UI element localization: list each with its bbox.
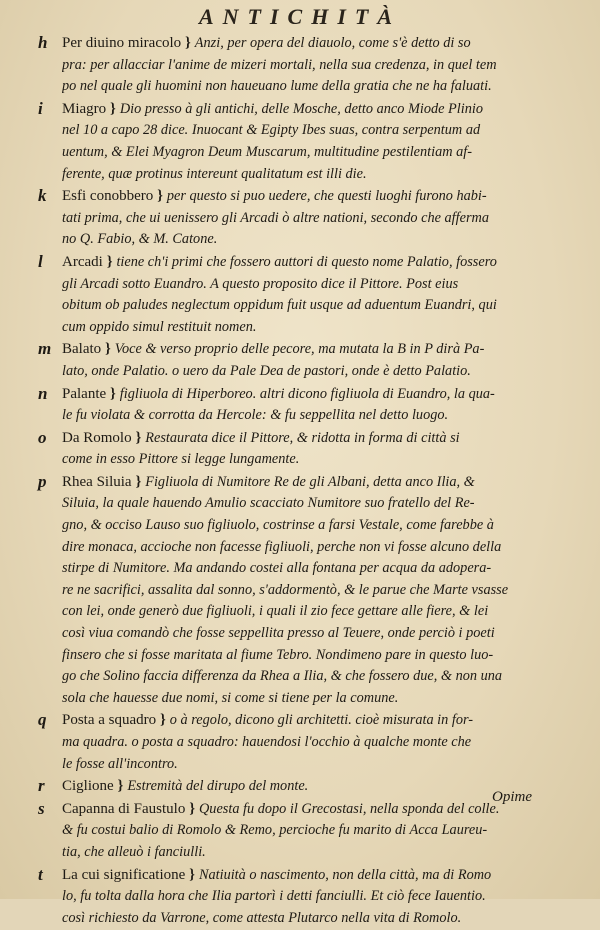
entry-term: Ciglione bbox=[62, 778, 114, 795]
entry-line bbox=[62, 842, 572, 864]
entry-term: Rhea Siluia bbox=[62, 473, 132, 490]
gloss-entry bbox=[38, 427, 572, 471]
entry-marker: m bbox=[38, 339, 52, 359]
entry-term: Esfi conobbero bbox=[62, 188, 154, 205]
entry-text: o à regolo, dicono gli architetti. cioè misurata in for- bbox=[169, 712, 474, 729]
entry-line bbox=[62, 449, 572, 471]
entry-line bbox=[62, 142, 572, 164]
entry-term: Balato bbox=[62, 341, 102, 358]
gloss-entry bbox=[38, 383, 572, 427]
entry-line bbox=[62, 580, 572, 602]
entry-text: Siluia, la quale hauendo Amulio scacciato Numitore suo fratello del Re- bbox=[62, 495, 475, 512]
gloss-entry bbox=[38, 251, 572, 338]
entry-line bbox=[62, 537, 572, 559]
brace-glyph: } bbox=[135, 473, 142, 490]
gloss-entry bbox=[38, 33, 572, 98]
entry-line bbox=[62, 493, 572, 515]
brace-glyph: } bbox=[157, 188, 163, 205]
entry-text: per questo si puo uedere, che questi luoghi furono habi- bbox=[166, 188, 487, 205]
entry-line bbox=[62, 99, 572, 121]
entry-line bbox=[62, 164, 572, 186]
brace-glyph: } bbox=[160, 712, 166, 729]
entry-line bbox=[62, 710, 572, 732]
brace-glyph: } bbox=[106, 253, 113, 270]
entry-line bbox=[62, 886, 572, 908]
brace-glyph: } bbox=[105, 341, 111, 358]
entry-term: Arcadi bbox=[62, 253, 103, 270]
entry-marker: q bbox=[38, 710, 47, 730]
entry-marker: r bbox=[38, 776, 45, 796]
entry-term: Capanna di Faustulo bbox=[62, 800, 186, 817]
running-head: ANTICHITÀ bbox=[198, 4, 402, 29]
entry-text: nel 10 a capo 28 dice. Inuocant & Egipty Ibes suas, contra serpentum ad bbox=[62, 122, 481, 139]
entry-line bbox=[62, 33, 572, 55]
entry-text: come in esso Pittore si legge lungamente. bbox=[62, 451, 300, 468]
entry-term: La cui significatione bbox=[62, 866, 186, 883]
entry-text: tiene ch'i primi che fossero auttori di questo nome Palatio, fossero bbox=[116, 253, 497, 270]
entry-term: Posta a squadro bbox=[62, 712, 157, 729]
gloss-entry bbox=[38, 710, 572, 775]
entry-text: pra: per allacciar l'anime de mizeri mortali, nella sua credenza, in quel tem bbox=[62, 56, 497, 73]
brace-glyph: } bbox=[189, 800, 195, 817]
entry-line bbox=[62, 865, 572, 887]
entry-marker: h bbox=[38, 33, 48, 52]
entry-text: le fosse all'incontro. bbox=[62, 755, 178, 772]
entry-line bbox=[62, 645, 572, 667]
entry-text: Dio presso à gli antichi, delle Mosche, detto anco Miode Plinio bbox=[119, 100, 483, 117]
entry-line bbox=[62, 384, 572, 406]
entry-text: ma quadra. o posta a squadro: hauendosi l'occhio à qualche monte che bbox=[62, 734, 472, 750]
gloss-entry bbox=[38, 339, 572, 382]
entry-marker: p bbox=[38, 471, 47, 491]
entry-line bbox=[62, 908, 572, 930]
entry-line bbox=[62, 472, 572, 494]
gloss-entry bbox=[38, 186, 572, 251]
entry-line bbox=[62, 317, 572, 339]
entry-text: lo, fu tolta dalla hora che Ilia partorì i detti fanciulli. Et ciò fece Iauentio. bbox=[62, 888, 486, 905]
entry-line bbox=[62, 405, 572, 427]
entry-text: uentum, & Elei Myagron Deum Muscarum, multitudine pestilentiam af- bbox=[62, 143, 473, 160]
entry-line bbox=[62, 55, 572, 77]
entry-text: gno, & occiso Lauso suo figliuolo, costrinse a farsi Vestale, come farebbe à bbox=[62, 517, 494, 534]
entry-line bbox=[62, 754, 572, 776]
entry-line bbox=[62, 361, 572, 383]
entry-marker: n bbox=[38, 383, 48, 403]
entry-text: così richiesto da Varrone, come attesta Plutarco nella vita di Romolo. bbox=[62, 909, 462, 926]
gloss-entry bbox=[38, 98, 572, 185]
entry-text: finsero che si fosse maritata al fiume Tebro. Nondimeno pare in questo luo- bbox=[62, 646, 494, 663]
entry-text: go che Solino faccia differenza da Rhea a Ilia, & che fossero due, & non una bbox=[62, 668, 503, 685]
gloss-entry bbox=[38, 864, 572, 930]
entry-term: Da Romolo bbox=[62, 429, 132, 446]
entry-text: lato, onde Palatio. o uero da Pale Dea de pastori, onde è detto Palatio. bbox=[62, 362, 471, 379]
entry-line bbox=[62, 820, 572, 842]
entry-text: così viua comandò che fosse seppellita presso al Teuere, onde perciò i poeti bbox=[62, 625, 495, 642]
entry-text: ferente, quæ protinus intereunt qualitatum est illi die. bbox=[62, 165, 367, 182]
entry-text: Estremità del dirupo del monte. bbox=[127, 778, 309, 795]
entry-text: stirpe di Numitore. Ma andando costei alla fontana per acqua da adopera- bbox=[62, 560, 492, 577]
entry-line bbox=[62, 274, 572, 296]
entry-term: Miagro bbox=[62, 100, 107, 117]
entry-text: figliuola di Hiperboreo. altri dicono figliuola di Euandro, la qua- bbox=[119, 385, 495, 402]
entry-line bbox=[62, 186, 572, 208]
entry-text: obitum ob paludes neglectum oppidum fuit usque ad aduentum Euandri, qui bbox=[62, 297, 497, 314]
entry-text: Restaurata dice il Pittore, & ridotta in forma di città si bbox=[145, 429, 460, 446]
entry-text: dire monaca, accioche non facesse figliuoli, perche non vi fosse alcuno della bbox=[62, 538, 502, 555]
brace-glyph: } bbox=[110, 385, 116, 402]
entry-line bbox=[62, 295, 572, 317]
entry-line bbox=[62, 76, 572, 98]
entry-text: & fu costui balio di Romolo & Remo, percioche fu marito di Acca Laureu- bbox=[62, 822, 488, 839]
entry-text: Voce & verso proprio delle pecore, ma mutata la B in P dirà Pa- bbox=[114, 341, 485, 358]
brace-glyph: } bbox=[110, 100, 116, 117]
entry-marker: s bbox=[38, 798, 45, 818]
entry-line bbox=[62, 339, 572, 361]
entry-text: po nel quale gli huomini non haueuano lume della gratia che ne ha faluati. bbox=[62, 78, 492, 95]
entry-line bbox=[62, 558, 572, 580]
entry-text: Questa fu dopo il Grecostasi, nella sponda del colle. bbox=[198, 800, 500, 817]
entry-text: Anzi, per opera del diauolo, come s'è detto di so bbox=[194, 35, 471, 51]
brace-glyph: } bbox=[135, 429, 142, 446]
entry-marker: t bbox=[38, 864, 43, 884]
entry-marker: l bbox=[38, 251, 43, 271]
entry-text: con lei, onde generò due figliuoli, i quali il zio fece gettare alle fiere, & lei bbox=[62, 603, 489, 620]
entry-text: gli Arcadi sotto Euandro. A questo proposito dice il Pittore. Post eius bbox=[62, 275, 459, 292]
entry-text: le fu violata & corrotta da Hercole: & fu seppellita nel detto luogo. bbox=[62, 407, 449, 424]
gloss-entry bbox=[38, 798, 572, 864]
entry-line bbox=[62, 428, 572, 450]
entry-text: Figliuola di Numitore Re de gli Albani, detta anco Ilia, & bbox=[145, 473, 475, 490]
entry-line bbox=[62, 252, 572, 274]
entry-line bbox=[62, 601, 572, 623]
entry-line bbox=[62, 688, 572, 710]
entry-marker: o bbox=[38, 427, 47, 447]
entry-line bbox=[62, 120, 572, 142]
entry-term: Per diuino miracolo bbox=[62, 35, 182, 51]
gloss-entry bbox=[38, 471, 572, 710]
entry-text: tati prima, che ui uenissero gli Arcadi ò altre nationi, secondo che afferma bbox=[62, 209, 490, 226]
catchword: Opime bbox=[492, 789, 532, 805]
entry-text: sola che hauesse due nomi, si come si tiene per la comune. bbox=[62, 689, 399, 706]
entry-line bbox=[62, 623, 572, 645]
entry-line bbox=[62, 229, 572, 251]
entry-text: tia, che alleuò i fanciulli. bbox=[62, 843, 206, 860]
brace-glyph: } bbox=[185, 35, 191, 51]
brace-glyph: } bbox=[189, 866, 195, 883]
entry-line bbox=[62, 208, 572, 230]
entry-line bbox=[62, 515, 572, 537]
entry-text: Natiuità o nascimento, non della città, ma di Romo bbox=[198, 866, 492, 883]
entry-text: no Q. Fabio, & M. Catone. bbox=[62, 231, 218, 248]
brace-glyph: } bbox=[117, 778, 124, 795]
entry-line bbox=[62, 666, 572, 688]
entry-line bbox=[62, 732, 572, 754]
entry-marker: i bbox=[38, 98, 43, 118]
entry-text: cum oppido simul restituit nomen. bbox=[62, 318, 257, 335]
entry-marker: k bbox=[38, 186, 47, 206]
entry-term: Palante bbox=[62, 385, 107, 402]
entry-text: re ne sacrifici, assalita dal sonno, s'addormentò, & le parue che Marte vsasse bbox=[62, 581, 509, 598]
